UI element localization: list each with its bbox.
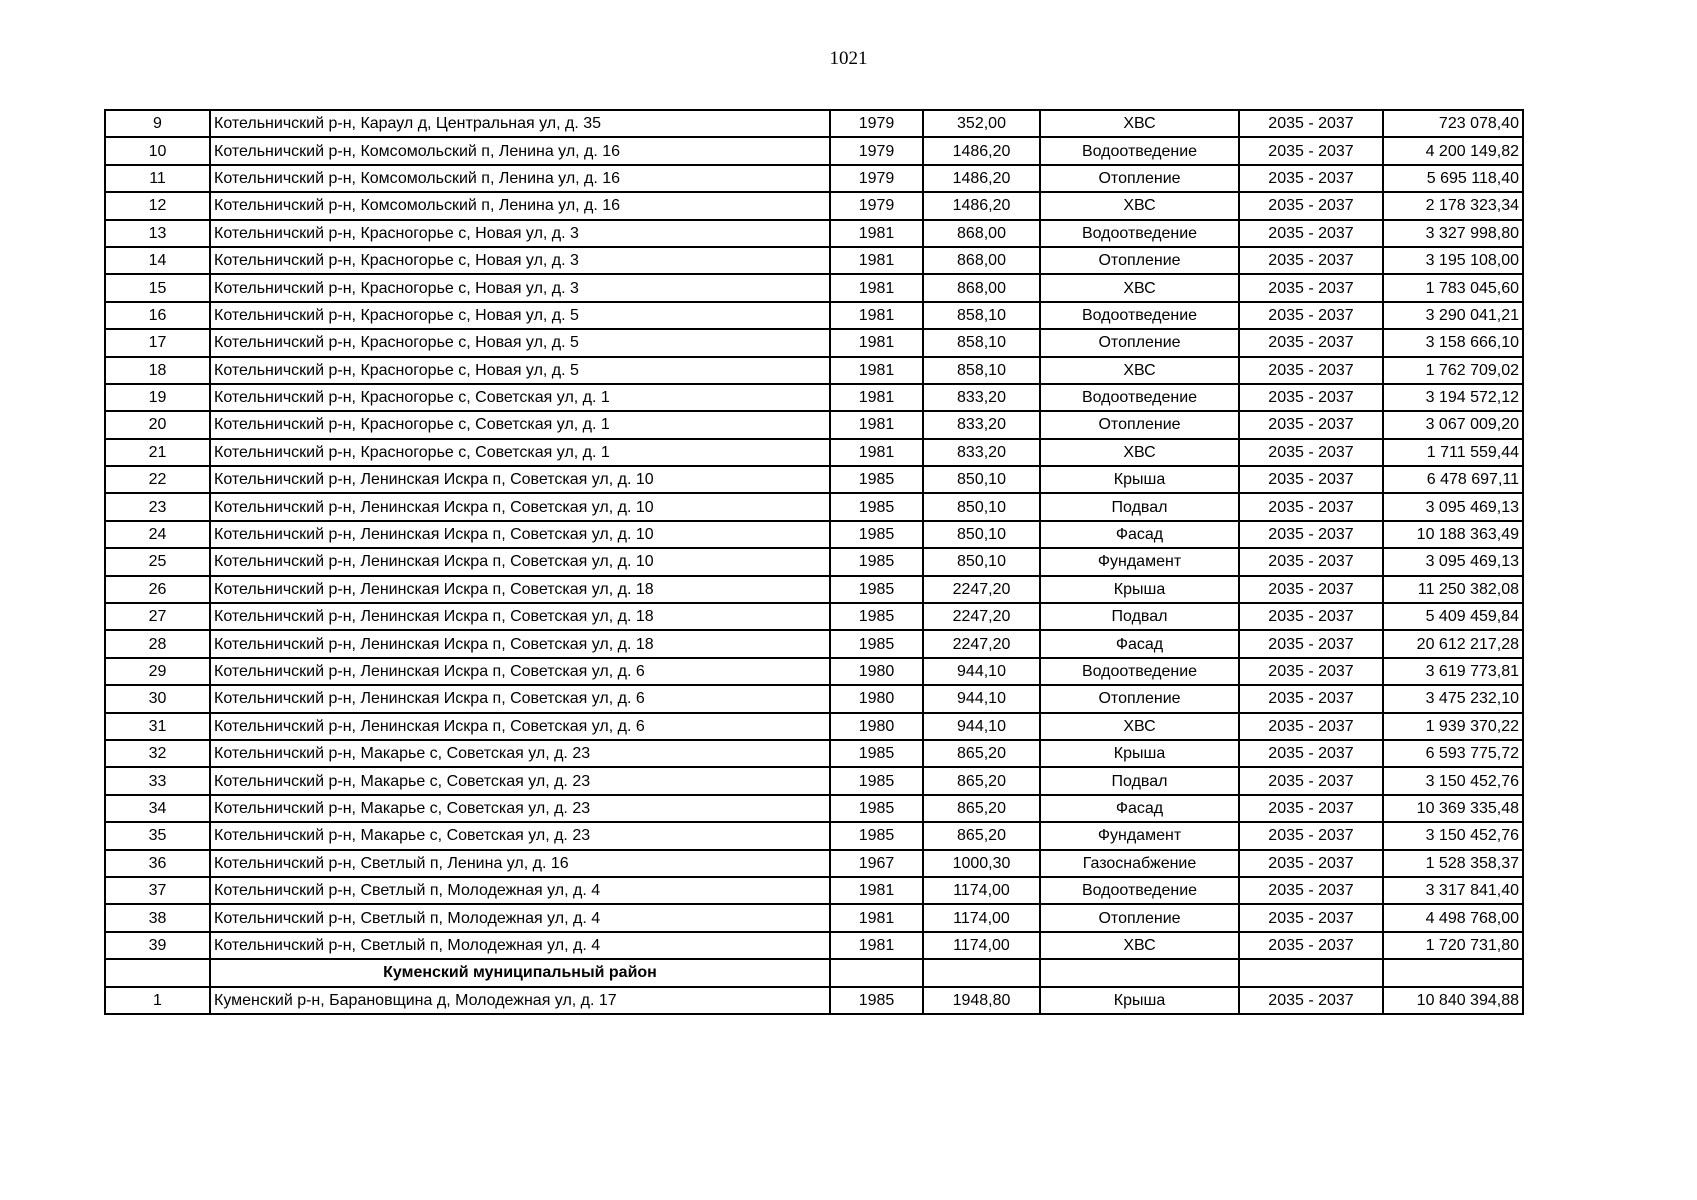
year-built-cell: 1985	[830, 521, 923, 548]
address-cell: Котельничский р-н, Светлый п, Ленина ул, д. 16	[210, 850, 830, 877]
address-cell: Котельничский р-н, Макарье с, Советская ул, д. 23	[210, 795, 830, 822]
work-type-cell: Крыша	[1040, 740, 1239, 767]
period-cell: 2035 - 2037	[1239, 165, 1383, 192]
period-cell: 2035 - 2037	[1239, 329, 1383, 356]
row-number: 18	[105, 357, 210, 384]
year-built-cell: 1985	[830, 548, 923, 575]
year-built-cell: 1979	[830, 137, 923, 164]
period-cell: 2035 - 2037	[1239, 110, 1383, 137]
work-type-cell: Фундамент	[1040, 548, 1239, 575]
table-row	[105, 932, 1523, 959]
row-number: 10	[105, 137, 210, 164]
table-row	[105, 137, 1523, 164]
table-row	[105, 357, 1523, 384]
year-built-cell: 1980	[830, 658, 923, 685]
address-cell: Котельничский р-н, Ленинская Искра п, Советская ул, д. 18	[210, 630, 830, 657]
area-cell: 1948,80	[923, 987, 1040, 1014]
address-cell: Котельничский р-н, Красногорье с, Советская ул, д. 1	[210, 439, 830, 466]
year-built-cell: 1981	[830, 384, 923, 411]
work-type-cell: Крыша	[1040, 987, 1239, 1014]
address-cell: Котельничский р-н, Светлый п, Молодежная ул, д. 4	[210, 932, 830, 959]
empty-cell	[1040, 959, 1239, 986]
table-row	[105, 740, 1523, 767]
year-built-cell: 1981	[830, 274, 923, 301]
address-cell: Котельничский р-н, Комсомольский п, Ленина ул, д. 16	[210, 137, 830, 164]
table-row	[105, 850, 1523, 877]
address-cell: Котельничский р-н, Красногорье с, Советская ул, д. 1	[210, 411, 830, 438]
period-cell: 2035 - 2037	[1239, 630, 1383, 657]
row-number: 16	[105, 302, 210, 329]
area-cell: 865,20	[923, 822, 1040, 849]
area-cell: 2247,20	[923, 630, 1040, 657]
row-number: 19	[105, 384, 210, 411]
year-built-cell: 1981	[830, 357, 923, 384]
year-built-cell: 1985	[830, 630, 923, 657]
area-cell: 850,10	[923, 521, 1040, 548]
cost-cell: 1 528 358,37	[1383, 850, 1523, 877]
work-type-cell: ХВС	[1040, 439, 1239, 466]
address-cell: Котельничский р-н, Ленинская Искра п, Советская ул, д. 18	[210, 576, 830, 603]
table-row	[105, 713, 1523, 740]
cost-cell: 2 178 323,34	[1383, 192, 1523, 219]
area-cell: 850,10	[923, 493, 1040, 520]
area-cell: 865,20	[923, 795, 1040, 822]
work-type-cell: Водоотведение	[1040, 384, 1239, 411]
section-title: Куменский муниципальный район	[210, 959, 830, 986]
work-type-cell: ХВС	[1040, 192, 1239, 219]
row-number: 11	[105, 165, 210, 192]
area-cell: 865,20	[923, 740, 1040, 767]
year-built-cell: 1979	[830, 192, 923, 219]
work-type-cell: Водоотведение	[1040, 220, 1239, 247]
cost-cell: 3 194 572,12	[1383, 384, 1523, 411]
table-row	[105, 439, 1523, 466]
year-built-cell: 1981	[830, 247, 923, 274]
period-cell: 2035 - 2037	[1239, 822, 1383, 849]
table-row	[105, 247, 1523, 274]
row-number: 27	[105, 603, 210, 630]
cost-cell: 723 078,40	[1383, 110, 1523, 137]
period-cell: 2035 - 2037	[1239, 192, 1383, 219]
row-number: 24	[105, 521, 210, 548]
table-row	[105, 274, 1523, 301]
row-number: 36	[105, 850, 210, 877]
year-built-cell: 1981	[830, 877, 923, 904]
area-cell: 868,00	[923, 274, 1040, 301]
table-row	[105, 493, 1523, 520]
cost-cell: 1 939 370,22	[1383, 713, 1523, 740]
row-number: 39	[105, 932, 210, 959]
area-cell: 868,00	[923, 247, 1040, 274]
cost-cell: 6 478 697,11	[1383, 466, 1523, 493]
row-number: 32	[105, 740, 210, 767]
work-type-cell: ХВС	[1040, 932, 1239, 959]
period-cell: 2035 - 2037	[1239, 576, 1383, 603]
year-built-cell: 1981	[830, 329, 923, 356]
area-cell: 1000,30	[923, 850, 1040, 877]
row-number: 17	[105, 329, 210, 356]
address-cell: Котельничский р-н, Красногорье с, Новая ул, д. 5	[210, 302, 830, 329]
cost-cell: 3 195 108,00	[1383, 247, 1523, 274]
address-cell: Котельничский р-н, Красногорье с, Советская ул, д. 1	[210, 384, 830, 411]
repair-schedule-table	[104, 109, 1524, 1015]
period-cell: 2035 - 2037	[1239, 904, 1383, 931]
table-row	[105, 302, 1523, 329]
cost-cell: 3 095 469,13	[1383, 493, 1523, 520]
year-built-cell: 1981	[830, 932, 923, 959]
year-built-cell: 1985	[830, 493, 923, 520]
table-row	[105, 192, 1523, 219]
work-type-cell: Фундамент	[1040, 822, 1239, 849]
section-header-row	[105, 959, 1523, 986]
address-cell: Котельничский р-н, Ленинская Искра п, Советская ул, д. 6	[210, 658, 830, 685]
row-number: 15	[105, 274, 210, 301]
period-cell: 2035 - 2037	[1239, 713, 1383, 740]
cost-cell: 3 290 041,21	[1383, 302, 1523, 329]
address-cell: Котельничский р-н, Комсомольский п, Ленина ул, д. 16	[210, 165, 830, 192]
period-cell: 2035 - 2037	[1239, 466, 1383, 493]
work-type-cell: Фасад	[1040, 795, 1239, 822]
year-built-cell: 1967	[830, 850, 923, 877]
row-number: 23	[105, 493, 210, 520]
row-number: 29	[105, 658, 210, 685]
work-type-cell: Подвал	[1040, 493, 1239, 520]
row-number: 28	[105, 630, 210, 657]
period-cell: 2035 - 2037	[1239, 767, 1383, 794]
year-built-cell: 1979	[830, 110, 923, 137]
address-cell: Котельничский р-н, Красногорье с, Новая ул, д. 5	[210, 329, 830, 356]
work-type-cell: ХВС	[1040, 274, 1239, 301]
table-row	[105, 767, 1523, 794]
area-cell: 944,10	[923, 658, 1040, 685]
table-row	[105, 877, 1523, 904]
cost-cell: 1 783 045,60	[1383, 274, 1523, 301]
period-cell: 2035 - 2037	[1239, 548, 1383, 575]
cost-cell: 4 200 149,82	[1383, 137, 1523, 164]
row-number: 34	[105, 795, 210, 822]
address-cell: Котельничский р-н, Макарье с, Советская ул, д. 23	[210, 822, 830, 849]
cost-cell: 10 188 363,49	[1383, 521, 1523, 548]
period-cell: 2035 - 2037	[1239, 603, 1383, 630]
cost-cell: 1 762 709,02	[1383, 357, 1523, 384]
address-cell: Котельничский р-н, Ленинская Искра п, Советская ул, д. 10	[210, 521, 830, 548]
address-cell: Котельничский р-н, Ленинская Искра п, Советская ул, д. 10	[210, 493, 830, 520]
area-cell: 865,20	[923, 767, 1040, 794]
cost-cell: 11 250 382,08	[1383, 576, 1523, 603]
year-built-cell: 1979	[830, 165, 923, 192]
work-type-cell: Подвал	[1040, 603, 1239, 630]
address-cell: Котельничский р-н, Комсомольский п, Ленина ул, д. 16	[210, 192, 830, 219]
work-type-cell: Подвал	[1040, 767, 1239, 794]
area-cell: 944,10	[923, 713, 1040, 740]
year-built-cell: 1985	[830, 795, 923, 822]
period-cell: 2035 - 2037	[1239, 137, 1383, 164]
year-built-cell: 1985	[830, 987, 923, 1014]
address-cell: Котельничский р-н, Макарье с, Советская ул, д. 23	[210, 740, 830, 767]
period-cell: 2035 - 2037	[1239, 521, 1383, 548]
work-type-cell: Отопление	[1040, 685, 1239, 712]
work-type-cell: Отопление	[1040, 904, 1239, 931]
period-cell: 2035 - 2037	[1239, 877, 1383, 904]
cost-cell: 3 158 666,10	[1383, 329, 1523, 356]
table-row	[105, 329, 1523, 356]
table-row	[105, 658, 1523, 685]
work-type-cell: Фасад	[1040, 521, 1239, 548]
work-type-cell: Отопление	[1040, 247, 1239, 274]
year-built-cell: 1981	[830, 439, 923, 466]
area-cell: 833,20	[923, 439, 1040, 466]
area-cell: 2247,20	[923, 576, 1040, 603]
cost-cell: 3 067 009,20	[1383, 411, 1523, 438]
table-row	[105, 466, 1523, 493]
area-cell: 833,20	[923, 411, 1040, 438]
row-number: 13	[105, 220, 210, 247]
cost-cell: 20 612 217,28	[1383, 630, 1523, 657]
period-cell: 2035 - 2037	[1239, 493, 1383, 520]
period-cell: 2035 - 2037	[1239, 411, 1383, 438]
cost-cell: 4 498 768,00	[1383, 904, 1523, 931]
row-number: 26	[105, 576, 210, 603]
row-number: 21	[105, 439, 210, 466]
table-row	[105, 110, 1523, 137]
year-built-cell: 1985	[830, 466, 923, 493]
cost-cell: 6 593 775,72	[1383, 740, 1523, 767]
cost-cell: 3 475 232,10	[1383, 685, 1523, 712]
row-number: 33	[105, 767, 210, 794]
area-cell: 850,10	[923, 548, 1040, 575]
period-cell: 2035 - 2037	[1239, 658, 1383, 685]
year-built-cell: 1981	[830, 411, 923, 438]
period-cell: 2035 - 2037	[1239, 247, 1383, 274]
period-cell: 2035 - 2037	[1239, 274, 1383, 301]
address-cell: Котельничский р-н, Макарье с, Советская ул, д. 23	[210, 767, 830, 794]
row-number: 31	[105, 713, 210, 740]
table-row	[105, 521, 1523, 548]
area-cell: 858,10	[923, 329, 1040, 356]
address-cell: Куменский р-н, Барановщина д, Молодежная ул, д. 17	[210, 987, 830, 1014]
table-row	[105, 384, 1523, 411]
work-type-cell: Отопление	[1040, 165, 1239, 192]
area-cell: 1486,20	[923, 165, 1040, 192]
year-built-cell: 1985	[830, 822, 923, 849]
area-cell: 1174,00	[923, 904, 1040, 931]
area-cell: 833,20	[923, 384, 1040, 411]
row-number: 1	[105, 987, 210, 1014]
table-row	[105, 411, 1523, 438]
table-row	[105, 603, 1523, 630]
table-row	[105, 987, 1523, 1014]
year-built-cell: 1985	[830, 740, 923, 767]
address-cell: Котельничский р-н, Ленинская Искра п, Советская ул, д. 10	[210, 548, 830, 575]
cost-cell: 1 720 731,80	[1383, 932, 1523, 959]
work-type-cell: Крыша	[1040, 466, 1239, 493]
area-cell: 1174,00	[923, 932, 1040, 959]
address-cell: Котельничский р-н, Ленинская Искра п, Советская ул, д. 6	[210, 713, 830, 740]
year-built-cell: 1980	[830, 685, 923, 712]
row-number: 14	[105, 247, 210, 274]
empty-cell	[923, 959, 1040, 986]
period-cell: 2035 - 2037	[1239, 384, 1383, 411]
area-cell: 858,10	[923, 357, 1040, 384]
address-cell: Котельничский р-н, Караул д, Центральная ул, д. 35	[210, 110, 830, 137]
address-cell: Котельничский р-н, Ленинская Искра п, Советская ул, д. 18	[210, 603, 830, 630]
row-number: 20	[105, 411, 210, 438]
period-cell: 2035 - 2037	[1239, 357, 1383, 384]
address-cell: Котельничский р-н, Красногорье с, Новая ул, д. 5	[210, 357, 830, 384]
row-number: 38	[105, 904, 210, 931]
year-built-cell: 1985	[830, 603, 923, 630]
table-row	[105, 904, 1523, 931]
row-number: 35	[105, 822, 210, 849]
cost-cell: 5 409 459,84	[1383, 603, 1523, 630]
work-type-cell: Водоотведение	[1040, 137, 1239, 164]
table-row	[105, 548, 1523, 575]
cost-cell: 1 711 559,44	[1383, 439, 1523, 466]
year-built-cell: 1981	[830, 302, 923, 329]
area-cell: 352,00	[923, 110, 1040, 137]
empty-cell	[1383, 959, 1523, 986]
work-type-cell: Газоснабжение	[1040, 850, 1239, 877]
area-cell: 850,10	[923, 466, 1040, 493]
work-type-cell: Водоотведение	[1040, 877, 1239, 904]
cost-cell: 3 317 841,40	[1383, 877, 1523, 904]
area-cell: 858,10	[923, 302, 1040, 329]
table-row	[105, 795, 1523, 822]
cost-cell: 3 150 452,76	[1383, 822, 1523, 849]
area-cell: 1174,00	[923, 877, 1040, 904]
period-cell: 2035 - 2037	[1239, 302, 1383, 329]
address-cell: Котельничский р-н, Красногорье с, Новая ул, д. 3	[210, 247, 830, 274]
address-cell: Котельничский р-н, Ленинская Искра п, Советская ул, д. 6	[210, 685, 830, 712]
row-number: 12	[105, 192, 210, 219]
cost-cell: 3 619 773,81	[1383, 658, 1523, 685]
table-row	[105, 220, 1523, 247]
area-cell: 944,10	[923, 685, 1040, 712]
year-built-cell: 1980	[830, 713, 923, 740]
page-number: 1021	[829, 48, 868, 69]
work-type-cell: Отопление	[1040, 329, 1239, 356]
work-type-cell: Водоотведение	[1040, 658, 1239, 685]
year-built-cell: 1985	[830, 576, 923, 603]
row-number: 25	[105, 548, 210, 575]
period-cell: 2035 - 2037	[1239, 850, 1383, 877]
row-number: 37	[105, 877, 210, 904]
period-cell: 2035 - 2037	[1239, 795, 1383, 822]
period-cell: 2035 - 2037	[1239, 685, 1383, 712]
table-row	[105, 685, 1523, 712]
period-cell: 2035 - 2037	[1239, 439, 1383, 466]
address-cell: Котельничский р-н, Светлый п, Молодежная ул, д. 4	[210, 904, 830, 931]
period-cell: 2035 - 2037	[1239, 987, 1383, 1014]
work-type-cell: Крыша	[1040, 576, 1239, 603]
address-cell: Котельничский р-н, Ленинская Искра п, Советская ул, д. 10	[210, 466, 830, 493]
work-type-cell: ХВС	[1040, 357, 1239, 384]
year-built-cell: 1981	[830, 220, 923, 247]
empty-cell	[1239, 959, 1383, 986]
work-type-cell: Отопление	[1040, 411, 1239, 438]
cost-cell: 10 840 394,88	[1383, 987, 1523, 1014]
period-cell: 2035 - 2037	[1239, 932, 1383, 959]
cost-cell: 10 369 335,48	[1383, 795, 1523, 822]
cost-cell: 3 150 452,76	[1383, 767, 1523, 794]
cost-cell: 3 327 998,80	[1383, 220, 1523, 247]
work-type-cell: Водоотведение	[1040, 302, 1239, 329]
area-cell: 1486,20	[923, 192, 1040, 219]
year-built-cell: 1981	[830, 904, 923, 931]
work-type-cell: ХВС	[1040, 110, 1239, 137]
address-cell: Котельничский р-н, Красногорье с, Новая ул, д. 3	[210, 274, 830, 301]
year-built-cell: 1985	[830, 767, 923, 794]
table-body	[105, 110, 1523, 1014]
work-type-cell: ХВС	[1040, 713, 1239, 740]
empty-cell	[830, 959, 923, 986]
table-row	[105, 165, 1523, 192]
address-cell: Котельничский р-н, Светлый п, Молодежная ул, д. 4	[210, 877, 830, 904]
period-cell: 2035 - 2037	[1239, 220, 1383, 247]
area-cell: 2247,20	[923, 603, 1040, 630]
area-cell: 1486,20	[923, 137, 1040, 164]
table-row	[105, 822, 1523, 849]
table-row	[105, 630, 1523, 657]
area-cell: 868,00	[923, 220, 1040, 247]
period-cell: 2035 - 2037	[1239, 740, 1383, 767]
address-cell: Котельничский р-н, Красногорье с, Новая ул, д. 3	[210, 220, 830, 247]
cost-cell: 3 095 469,13	[1383, 548, 1523, 575]
row-number: 30	[105, 685, 210, 712]
row-number: 9	[105, 110, 210, 137]
row-number: 22	[105, 466, 210, 493]
table-row	[105, 576, 1523, 603]
work-type-cell: Фасад	[1040, 630, 1239, 657]
cost-cell: 5 695 118,40	[1383, 165, 1523, 192]
empty-cell	[105, 959, 210, 986]
